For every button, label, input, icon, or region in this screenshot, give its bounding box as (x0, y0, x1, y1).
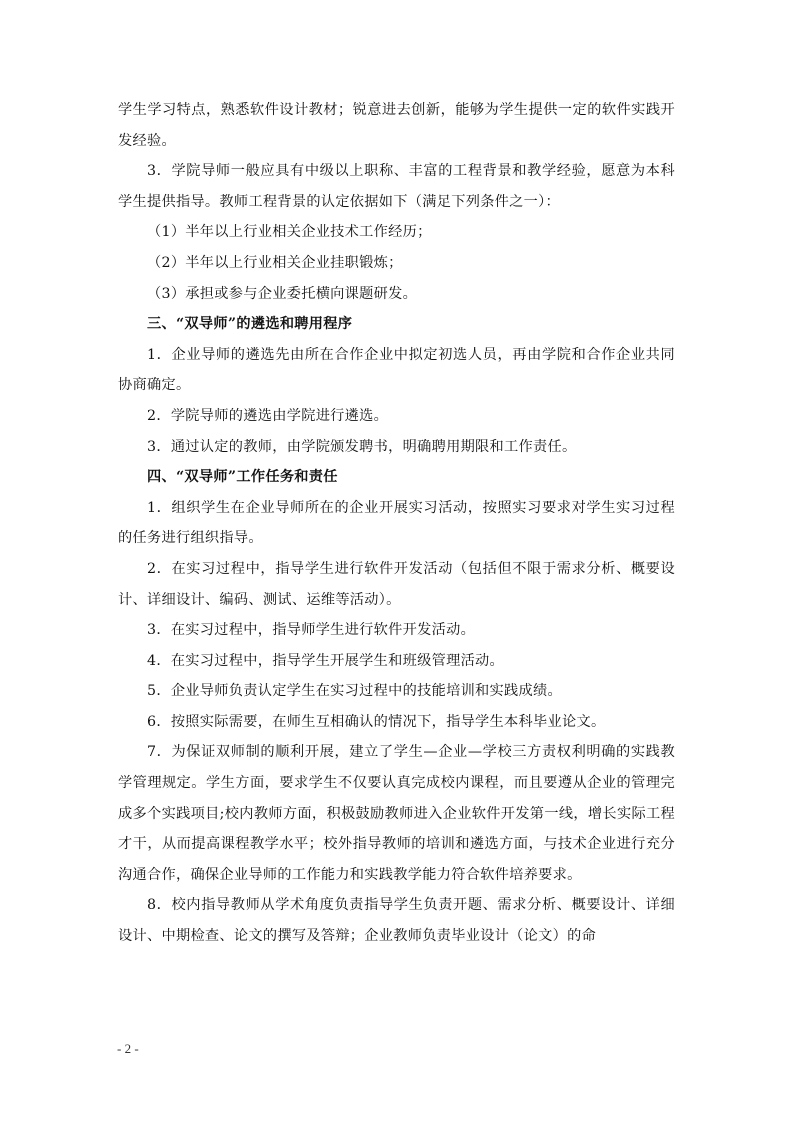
page-number: - 2 - (117, 1041, 139, 1056)
paragraph: 2．学院导师的遴选由学院进行遴选。 (147, 407, 389, 424)
paragraph: 4．在实习过程中，指导学生开展学生和班级管理活动。 (147, 652, 505, 669)
paragraph: 学生学习特点，熟悉软件设计教材；锐意进去创新，能够为学生提供一定的软件实践开发经验。 (118, 102, 675, 149)
list-item: （2）半年以上行业相关企业挂职锻炼； (147, 254, 403, 271)
section-heading: 四、“双导师”工作任务和责任 (147, 469, 338, 486)
list-item: （1）半年以上行业相关企业技术工作经历； (147, 224, 432, 241)
paragraph: 8．校内指导教师从学术角度负责指导学生负责开题、需求分析、概要设计、详细设计、中期检查、论文的撰写及答辩；企业教师负责毕业设计（论文）的命 (118, 897, 675, 945)
paragraph: 1．组织学生在企业导师所在的企业开展实习活动，按照实习要求对学生实习过程的任务进行组织指导。 (118, 499, 675, 547)
paragraph: 1．企业导师的遴选先由所在合作企业中拟定初选人员，再由学院和合作企业共同协商确定。 (118, 346, 675, 394)
paragraph: 3．学院导师一般应具有中级以上职称、丰富的工程背景和教学经验，愿意为本科学生提供指导。教师工程背景的认定依据如下（满足下列条件之一）： (118, 163, 675, 210)
paragraph: 2．在实习过程中，指导学生进行软件开发活动（包括但不限于需求分析、概要设计、详细设计、编码、测试、运维等活动）。 (118, 560, 675, 608)
paragraph: 5．企业导师负责认定学生在实习过程中的技能培训和实践成绩。 (147, 683, 562, 700)
document-body (118, 95, 675, 952)
paragraph: 3．通过认定的教师，由学院颁发聘书，明确聘用期限和工作责任。 (147, 438, 577, 455)
section-heading: 三、“双导师”的遴选和聘用程序 (147, 316, 353, 333)
paragraph: 3．在实习过程中，指导师学生进行软件开发活动。 (147, 622, 476, 639)
list-item: （3）承担或参与企业委托横向课题研发。 (147, 285, 418, 302)
paragraph: 6．按照实际需要，在师生互相确认的情况下，指导学生本科毕业论文。 (147, 713, 606, 730)
paragraph: 7．为保证双师制的顺利开展，建立了学生—企业—学校三方责权利明确的实践教学管理规定。学生方面，要求学生不仅要认真完成校内课程，而且要遵从企业的管理完成多个实践项目;校内教师方面，积极鼓励教师进入企业软件开发第一线，增长实际工程才干，从而提高课程教学水平；校外指导教师的培训和遴选方面，与技术企业进行充分沟通合作，确保企业导师的工作能力和实践教学能力符合软件培养要求。 (118, 744, 675, 883)
